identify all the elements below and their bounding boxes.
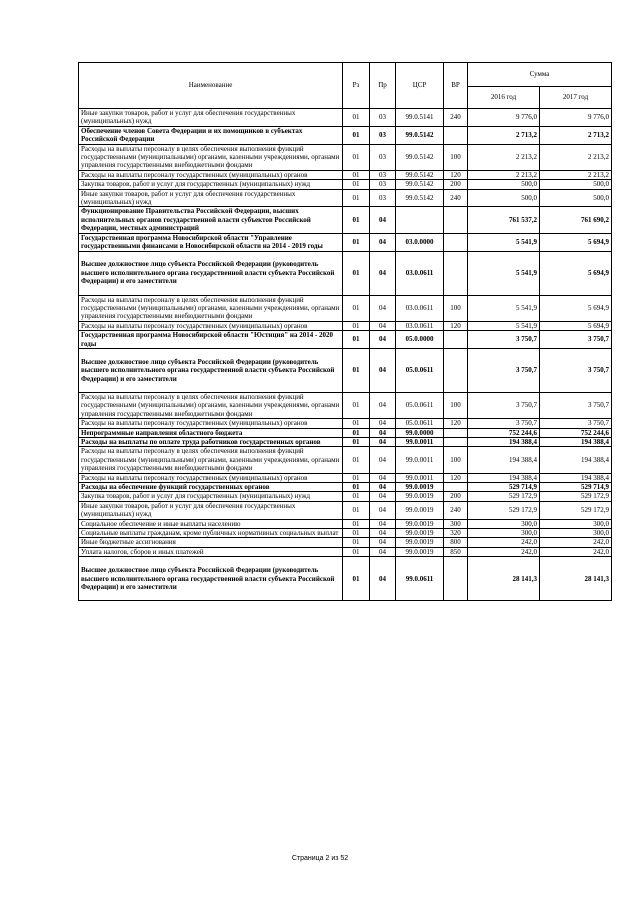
row-sum-2016: 300,0 xyxy=(468,529,540,538)
row-rz: 01 xyxy=(343,189,370,207)
row-csr: 99.0.0019 xyxy=(396,547,444,556)
row-rz: 01 xyxy=(343,419,370,428)
row-name: Расходы на выплаты персоналу государственных (муниципальных) органов xyxy=(79,170,343,179)
row-pr: 04 xyxy=(370,207,396,233)
row-sum-2016: 761 537,2 xyxy=(468,207,540,233)
table-row xyxy=(79,144,612,170)
col-header-2016: 2016 год xyxy=(468,87,540,109)
row-pr: 04 xyxy=(370,501,396,519)
table-row xyxy=(79,447,612,473)
row-pr: 03 xyxy=(370,144,396,170)
row-vr: 800 xyxy=(444,538,468,547)
row-vr: 120 xyxy=(444,473,468,482)
row-pr: 03 xyxy=(370,170,396,179)
row-sum-2017: 300,0 xyxy=(540,519,612,528)
row-sum-2016: 194 388,4 xyxy=(468,447,540,473)
row-pr: 04 xyxy=(370,428,396,437)
row-sum-2017: 2 713,2 xyxy=(540,126,612,144)
table-row xyxy=(79,170,612,179)
row-name: Закупка товаров, работ и услуг для государственных (муниципальных) нужд xyxy=(79,492,343,501)
row-sum-2016: 5 541,9 xyxy=(468,233,540,251)
row-vr: 120 xyxy=(444,170,468,179)
row-sum-2016: 529 172,9 xyxy=(468,492,540,501)
row-name: Иные закупки товаров, работ и услуг для обеспечения государственных (муниципальных) нужд xyxy=(79,109,343,127)
row-csr: 99.0.5142 xyxy=(396,189,444,207)
col-header-pr: Пр xyxy=(370,63,396,109)
row-csr: 99.0.0019 xyxy=(396,538,444,547)
row-sum-2017: 5 694,9 xyxy=(540,233,612,251)
row-pr: 03 xyxy=(370,126,396,144)
row-name: Закупка товаров, работ и услуг для государственных (муниципальных) нужд xyxy=(79,180,343,189)
row-vr: 120 xyxy=(444,321,468,330)
row-csr: 99.0.0019 xyxy=(396,501,444,519)
col-header-2017: 2017 год xyxy=(540,87,612,109)
table-row xyxy=(79,492,612,501)
row-name: Расходы на выплаты персоналу в целях обеспечения выполнения функций государственными (муниципальными) органами, казенными учреждениями, органами управления государственными внебюджетными фондами xyxy=(79,295,343,321)
table-row xyxy=(79,483,612,492)
row-sum-2017: 529 172,9 xyxy=(540,492,612,501)
table-row xyxy=(79,295,612,321)
row-name: Расходы на выплаты персоналу в целях обеспечения выполнения функций государственными (муниципальными) органами, казенными учреждениями, органами управления государственными внебюджетными фондами xyxy=(79,447,343,473)
row-csr: 99.0.0019 xyxy=(396,492,444,501)
row-csr: 99.0.0019 xyxy=(396,483,444,492)
row-name: Расходы на выплаты персоналу государственных (муниципальных) органов xyxy=(79,473,343,482)
row-vr xyxy=(444,251,468,295)
row-pr: 04 xyxy=(370,538,396,547)
row-sum-2016: 2 213,2 xyxy=(468,170,540,179)
row-vr: 120 xyxy=(444,419,468,428)
row-sum-2016: 242,0 xyxy=(468,538,540,547)
row-rz: 01 xyxy=(343,321,370,330)
row-vr: 100 xyxy=(444,447,468,473)
row-sum-2016: 529 172,9 xyxy=(468,501,540,519)
row-csr: 03.0.0611 xyxy=(396,321,444,330)
row-rz: 01 xyxy=(343,109,370,127)
row-rz: 01 xyxy=(343,126,370,144)
row-name: Государственная программа Новосибирской области "Управление государственными финансами в Новосибирской области на 2014 - 2019 годы xyxy=(79,233,343,251)
row-sum-2017: 3 750,7 xyxy=(540,419,612,428)
row-csr: 05.0.0611 xyxy=(396,348,444,392)
row-sum-2017: 2 213,2 xyxy=(540,170,612,179)
row-pr: 04 xyxy=(370,295,396,321)
row-vr xyxy=(444,437,468,446)
row-vr: 240 xyxy=(444,189,468,207)
row-sum-2017: 761 690,2 xyxy=(540,207,612,233)
row-pr: 04 xyxy=(370,419,396,428)
table-row xyxy=(79,437,612,446)
row-sum-2017: 500,0 xyxy=(540,180,612,189)
table-row xyxy=(79,348,612,392)
row-pr: 04 xyxy=(370,331,396,349)
row-rz: 01 xyxy=(343,428,370,437)
row-sum-2017: 9 776,0 xyxy=(540,109,612,127)
row-sum-2016: 752 244,6 xyxy=(468,428,540,437)
row-sum-2016: 500,0 xyxy=(468,180,540,189)
row-rz: 01 xyxy=(343,501,370,519)
row-name: Иные закупки товаров, работ и услуг для обеспечения государственных (муниципальных) нужд xyxy=(79,501,343,519)
row-vr xyxy=(444,207,468,233)
row-name: Государственная программа Новосибирской области "Юстиция" на 2014 - 2020 годы xyxy=(79,331,343,349)
col-header-csr: ЦСР xyxy=(396,63,444,109)
row-vr: 100 xyxy=(444,295,468,321)
table-row xyxy=(79,233,612,251)
row-sum-2017: 5 694,9 xyxy=(540,295,612,321)
row-sum-2016: 242,0 xyxy=(468,547,540,556)
row-csr: 03.0.0611 xyxy=(396,251,444,295)
row-vr xyxy=(444,348,468,392)
row-vr: 200 xyxy=(444,492,468,501)
row-name: Социальные выплаты гражданам, кроме публичных нормативных социальных выплат xyxy=(79,529,343,538)
row-sum-2017: 300,0 xyxy=(540,529,612,538)
row-rz: 01 xyxy=(343,348,370,392)
row-csr: 05.0.0000 xyxy=(396,331,444,349)
row-csr: 99.0.5142 xyxy=(396,180,444,189)
table-row xyxy=(79,251,612,295)
row-sum-2016: 5 541,9 xyxy=(468,295,540,321)
table-row xyxy=(79,392,612,418)
row-sum-2016: 3 750,7 xyxy=(468,331,540,349)
row-sum-2017: 242,0 xyxy=(540,547,612,556)
row-rz: 01 xyxy=(343,180,370,189)
row-sum-2017: 194 388,4 xyxy=(540,437,612,446)
row-rz: 01 xyxy=(343,557,370,601)
row-rz: 01 xyxy=(343,170,370,179)
row-rz: 01 xyxy=(343,233,370,251)
table-row xyxy=(79,321,612,330)
row-csr: 99.0.0611 xyxy=(396,557,444,601)
row-csr: 99.0.0011 xyxy=(396,473,444,482)
row-name: Расходы на выплаты по оплате труда работников государственных органов xyxy=(79,437,343,446)
row-sum-2016: 194 388,4 xyxy=(468,473,540,482)
col-header-vr: ВР xyxy=(444,63,468,109)
row-sum-2017: 194 388,4 xyxy=(540,447,612,473)
table-row xyxy=(79,538,612,547)
row-vr: 100 xyxy=(444,392,468,418)
row-sum-2016: 300,0 xyxy=(468,519,540,528)
row-csr: 99.0.5141 xyxy=(396,109,444,127)
table-row xyxy=(79,109,612,127)
row-vr xyxy=(444,331,468,349)
row-csr: 99.0.0019 xyxy=(396,529,444,538)
row-pr: 04 xyxy=(370,483,396,492)
row-sum-2017: 3 750,7 xyxy=(540,348,612,392)
row-vr: 850 xyxy=(444,547,468,556)
table-row xyxy=(79,557,612,601)
col-header-sum: Сумма xyxy=(468,63,612,87)
row-pr: 04 xyxy=(370,437,396,446)
row-pr: 03 xyxy=(370,189,396,207)
row-sum-2016: 2 713,2 xyxy=(468,126,540,144)
row-vr xyxy=(444,428,468,437)
row-sum-2017: 2 213,2 xyxy=(540,144,612,170)
row-rz: 01 xyxy=(343,331,370,349)
row-name: Иные закупки товаров, работ и услуг для обеспечения государственных (муниципальных) нужд xyxy=(79,189,343,207)
row-sum-2017: 529 714,9 xyxy=(540,483,612,492)
col-header-rz: Рз xyxy=(343,63,370,109)
row-pr: 04 xyxy=(370,529,396,538)
row-rz: 01 xyxy=(343,519,370,528)
page-footer: Страница 2 из 52 xyxy=(291,855,349,862)
row-sum-2017: 529 172,9 xyxy=(540,501,612,519)
row-sum-2017: 28 141,3 xyxy=(540,557,612,601)
row-sum-2017: 194 388,4 xyxy=(540,473,612,482)
row-vr: 320 xyxy=(444,529,468,538)
row-rz: 01 xyxy=(343,447,370,473)
row-sum-2016: 28 141,3 xyxy=(468,557,540,601)
row-csr: 99.0.5142 xyxy=(396,170,444,179)
row-sum-2016: 529 714,9 xyxy=(468,483,540,492)
row-name: Высшее должностное лицо субъекта Российской Федерации (руководитель высшего исполнительного органа государственной власти субъекта Российской Федерации) и его заместители xyxy=(79,348,343,392)
row-name: Уплата налогов, сборов и иных платежей xyxy=(79,547,343,556)
row-vr: 100 xyxy=(444,144,468,170)
row-name: Функционирование Правительства Российской Федерации, высших исполнительных органов государственной власти субъектов Российской Федерации, местных администраций xyxy=(79,207,343,233)
row-csr: 99.0.5142 xyxy=(396,144,444,170)
row-vr xyxy=(444,233,468,251)
row-vr xyxy=(444,557,468,601)
row-csr: 05.0.0611 xyxy=(396,419,444,428)
row-rz: 01 xyxy=(343,547,370,556)
row-rz: 01 xyxy=(343,473,370,482)
row-pr: 04 xyxy=(370,492,396,501)
row-pr: 03 xyxy=(370,180,396,189)
table-body xyxy=(79,109,612,601)
row-rz: 01 xyxy=(343,437,370,446)
row-rz: 01 xyxy=(343,529,370,538)
table-row xyxy=(79,189,612,207)
row-rz: 01 xyxy=(343,251,370,295)
row-pr: 04 xyxy=(370,447,396,473)
row-sum-2016: 5 541,9 xyxy=(468,321,540,330)
row-sum-2016: 9 776,0 xyxy=(468,109,540,127)
table-row xyxy=(79,419,612,428)
row-csr: 99.0.5142 xyxy=(396,126,444,144)
table-row xyxy=(79,331,612,349)
row-name: Расходы на выплаты персоналу государственных (муниципальных) органов xyxy=(79,419,343,428)
row-sum-2017: 242,0 xyxy=(540,538,612,547)
row-sum-2016: 194 388,4 xyxy=(468,437,540,446)
row-vr: 300 xyxy=(444,519,468,528)
row-vr: 200 xyxy=(444,180,468,189)
row-name: Высшее должностное лицо субъекта Российской Федерации (руководитель высшего исполнительного органа государственной власти субъекта Российской Федерации) и его заместители xyxy=(79,251,343,295)
row-name: Социальное обеспечение и иные выплаты населению xyxy=(79,519,343,528)
col-header-name: Наименование xyxy=(79,63,343,109)
row-name: Непрограммные направления областного бюджета xyxy=(79,428,343,437)
row-pr: 04 xyxy=(370,348,396,392)
row-vr: 240 xyxy=(444,501,468,519)
row-pr: 04 xyxy=(370,321,396,330)
table-row xyxy=(79,428,612,437)
row-vr xyxy=(444,126,468,144)
row-pr: 04 xyxy=(370,557,396,601)
row-name: Расходы на выплаты персоналу в целях обеспечения выполнения функций государственными (муниципальными) органами, казенными учреждениями, органами управления государственными внебюджетными фондами xyxy=(79,144,343,170)
row-name: Высшее должностное лицо субъекта Российской Федерации (руководитель высшего исполнительного органа государственной власти субъекта Российской Федерации) и его заместители xyxy=(79,557,343,601)
row-rz: 01 xyxy=(343,538,370,547)
row-csr: 03.0.0611 xyxy=(396,295,444,321)
row-csr: 03.0.0000 xyxy=(396,233,444,251)
row-csr: 99.0.0019 xyxy=(396,519,444,528)
row-sum-2016: 3 750,7 xyxy=(468,348,540,392)
row-sum-2017: 3 750,7 xyxy=(540,331,612,349)
table-row xyxy=(79,529,612,538)
table-row xyxy=(79,547,612,556)
row-name: Обеспечение членов Совета Федерации и их помощников в субъектах Российской Федерации xyxy=(79,126,343,144)
row-pr: 03 xyxy=(370,109,396,127)
row-sum-2016: 2 213,2 xyxy=(468,144,540,170)
row-rz: 01 xyxy=(343,492,370,501)
row-pr: 04 xyxy=(370,392,396,418)
row-csr: 99.0.0011 xyxy=(396,447,444,473)
row-vr: 240 xyxy=(444,109,468,127)
table-row xyxy=(79,180,612,189)
row-sum-2016: 500,0 xyxy=(468,189,540,207)
table-row xyxy=(79,126,612,144)
row-csr: 05.0.0611 xyxy=(396,392,444,418)
row-csr xyxy=(396,207,444,233)
row-sum-2017: 5 694,9 xyxy=(540,251,612,295)
row-pr: 04 xyxy=(370,547,396,556)
row-sum-2016: 3 750,7 xyxy=(468,419,540,428)
row-csr: 99.0.0011 xyxy=(396,437,444,446)
row-rz: 01 xyxy=(343,144,370,170)
row-vr xyxy=(444,483,468,492)
table-row xyxy=(79,519,612,528)
row-sum-2017: 500,0 xyxy=(540,189,612,207)
row-csr: 99.0.0000 xyxy=(396,428,444,437)
table-row xyxy=(79,207,612,233)
row-sum-2017: 5 694,9 xyxy=(540,321,612,330)
row-rz: 01 xyxy=(343,207,370,233)
row-rz: 01 xyxy=(343,483,370,492)
row-name: Расходы на выплаты персоналу в целях обеспечения выполнения функций государственными (муниципальными) органами, казенными учреждениями, органами управления государственными внебюджетными фондами xyxy=(79,392,343,418)
row-sum-2016: 5 541,9 xyxy=(468,251,540,295)
row-name: Расходы на выплаты персоналу государственных (муниципальных) органов xyxy=(79,321,343,330)
row-pr: 04 xyxy=(370,473,396,482)
table-row xyxy=(79,473,612,482)
row-rz: 01 xyxy=(343,295,370,321)
budget-table xyxy=(78,62,612,601)
row-pr: 04 xyxy=(370,519,396,528)
row-name: Расходы на обеспечение функций государственных органов xyxy=(79,483,343,492)
row-sum-2016: 3 750,7 xyxy=(468,392,540,418)
row-rz: 01 xyxy=(343,392,370,418)
row-sum-2017: 3 750,7 xyxy=(540,392,612,418)
table-row xyxy=(79,501,612,519)
row-pr: 04 xyxy=(370,233,396,251)
row-name: Иные бюджетные ассигнования xyxy=(79,538,343,547)
row-sum-2017: 752 244,6 xyxy=(540,428,612,437)
row-pr: 04 xyxy=(370,251,396,295)
